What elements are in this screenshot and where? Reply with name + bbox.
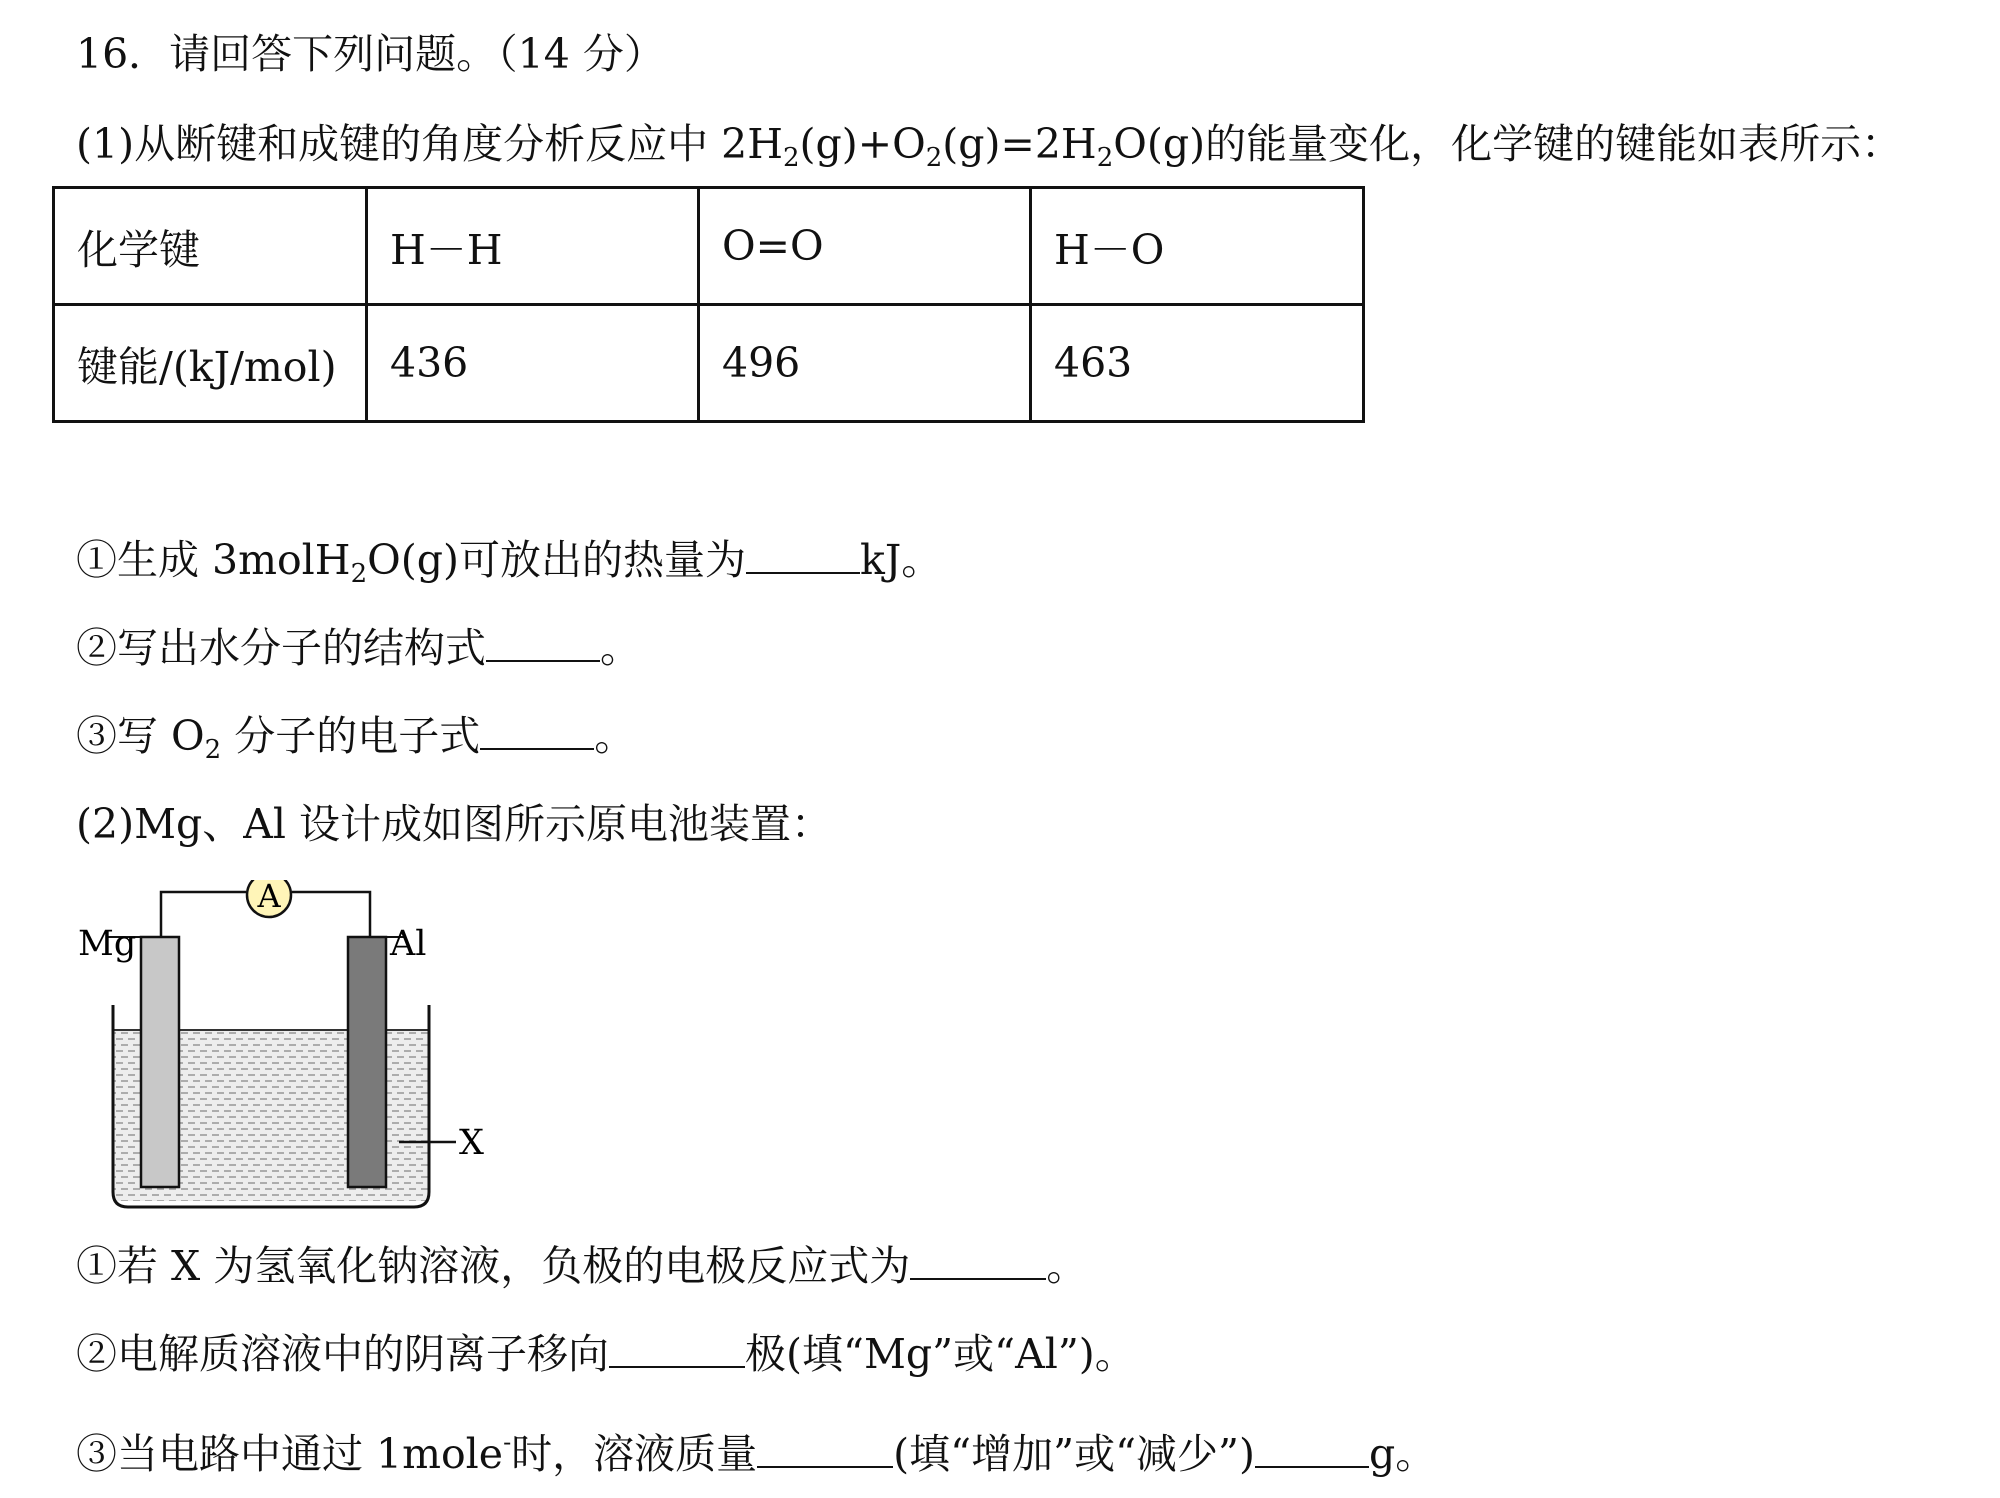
part2-intro: (2)Mg、Al 设计成如图所示原电池装置： (76, 800, 833, 848)
table-cell: 496 (699, 305, 1031, 422)
al-label: Al (390, 924, 427, 964)
table-cell: 键能/(kJ/mol) (54, 305, 367, 422)
table-cell: 436 (367, 305, 699, 422)
bond-energy-table (52, 186, 1365, 423)
answer-blank[interactable] (910, 1244, 1046, 1280)
part1-question-3: ③写 $O_2$ 分子的电子式 。 (76, 712, 636, 765)
table-row (54, 305, 1364, 422)
ammeter-label: A (257, 880, 281, 915)
galvanic-cell-diagram (68, 880, 508, 1220)
answer-blank[interactable] (746, 538, 860, 574)
table-cell: H－H (367, 188, 699, 305)
question-title: 16．请回答下列问题。（14 分） (76, 30, 665, 78)
part1-question-1: ①生成 3molH$_2$O(g)可放出的热量为 kJ。 (76, 536, 943, 589)
answer-blank[interactable] (1255, 1432, 1369, 1468)
answer-blank[interactable] (609, 1332, 745, 1368)
solution-label: X (459, 1123, 484, 1163)
mg-label: Mg (78, 924, 137, 964)
part1-question-2: ②写出水分子的结构式 。 (76, 624, 641, 672)
answer-blank[interactable] (757, 1432, 893, 1468)
part2-question-1: ①若 X 为氢氧化钠溶液，负极的电极反应式为 。 (76, 1242, 1088, 1290)
al-electrode (348, 937, 386, 1187)
table-cell: O=O (699, 188, 1031, 305)
table-cell: 化学键 (54, 188, 367, 305)
part2-question-3: ③当电路中通过 1mole-时，溶液质量 (填“增加”或“减少”) g。 (76, 1428, 1437, 1478)
wire (161, 892, 246, 937)
part2-question-2: ②电解质溶液中的阴离子移向 极(填“Mg”或“Al”)。 (76, 1330, 1136, 1378)
part1-intro: (1)从断键和成键的角度分析反应中 $2H_2(g)+O_2(g)=2H_2O(g)$的能量变化，化学键的键能如表所示： (76, 120, 1903, 173)
wire (292, 892, 370, 937)
table-cell: 463 (1031, 305, 1364, 422)
mg-electrode (141, 937, 179, 1187)
table-cell: H－O (1031, 188, 1364, 305)
answer-blank[interactable] (480, 714, 594, 750)
table-header-row (54, 188, 1364, 305)
answer-blank[interactable] (486, 626, 600, 662)
